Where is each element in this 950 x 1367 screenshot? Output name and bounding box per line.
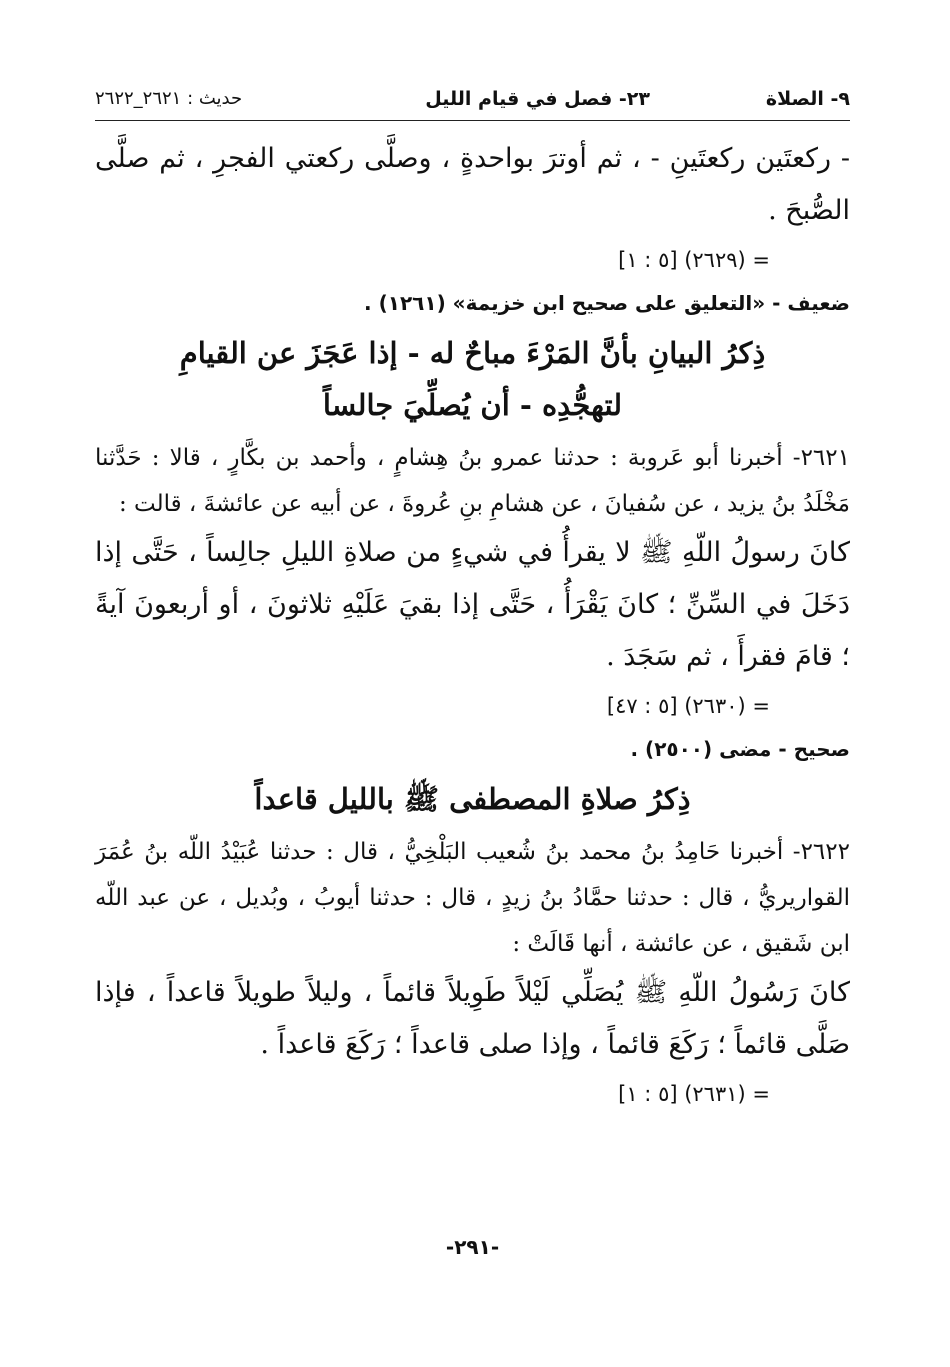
cross-reference: = (٢٦٣١) [٥ : ١] xyxy=(618,1082,770,1106)
grading-note: ضعيف - «التعليق على صحيح ابن خزيمة» (١٢٦١) . xyxy=(364,291,850,315)
continuation-text: - ركعتَين ركعتَينِ - ، ثم أوترَ بواحدةٍ ، وصلَّى ركعتي الفجرِ ، ثم صلَّى الصُّبحَ . xyxy=(95,143,850,226)
document-page xyxy=(95,80,850,1280)
page-number: -٢٩١- xyxy=(445,1235,500,1259)
running-header xyxy=(95,80,850,121)
cross-reference: = (٢٦٣٠) [٥ : ٤٧] xyxy=(606,694,770,718)
hadith-isnad: ٢٦٢٢- أخبرنا حَامِدُ بنُ محمد بنُ شُعيب البَلْخِيُّ ، قال : حدثنا عُبَيْدُ اللّه بنُ عُمَرَ القواريريُّ ، قال : حدثنا حمَّادُ بنُ زيدٍ ، قال : حدثنا أيوبُ ، وبُديل ، عن عبد اللّه ابن شَقيق ، عن عائشة ، أنها قَالَتْ : xyxy=(95,839,850,957)
hadith-isnad: ٢٦٢١- أخبرنا أبو عَروبة : حدثنا عمرو بنُ هِشامٍ ، وأحمد بن بكَّارٍ ، قالا : حَدَّثنا مَخْلَدُ بنُ يزيد ، عن سُفيانَ ، عن هشامِ بنِ عُروةَ ، عن أبيه عن عائشةَ ، قالت : xyxy=(95,445,850,517)
hadith-matn: كانَ رسولُ اللّهِ ﷺ لا يقرأُ في شيءٍ من صلاةِ الليلِ جالِساً ، حَتَّى إذا دَخَلَ في السِّنِّ ؛ كانَ يَقْرَأُ ، حَتَّى إذا بقيَ عَلَيْهِ ثلاثونَ ، أو أربعونَ آيةً ؛ قامَ فقرأَ ، ثم سَجَدَ . xyxy=(95,537,850,672)
section-title: ٢٣- فصل في قيام الليل xyxy=(425,88,650,110)
hadith-matn: كانَ رَسُولُ اللّهِ ﷺ يُصَلِّي لَيْلاً طَوِيلاً قائماً ، وليلاً طويلاً قاعداً ، فإذا صَلَّى قائماً ؛ رَكَعَ قائماً ، وإذا صلى قاعداً ؛ رَكَعَ قاعداً . xyxy=(95,977,850,1060)
chapter-heading xyxy=(95,327,850,431)
chapter-title: ٩- الصلاة xyxy=(765,88,850,110)
cross-reference: = (٢٦٢٩) [٥ : ١] xyxy=(618,248,770,272)
chapter-heading xyxy=(95,773,850,825)
heading-line: ذِكرُ صلاةِ المصطفى ﷺ بالليل قاعداً xyxy=(254,782,691,816)
grading-note: صحيح - مضى (٢٥٠٠) . xyxy=(630,737,850,761)
hadith-range: حديث : ٢٦٢١_٢٦٢٢ xyxy=(95,88,243,109)
heading-line: ذِكرُ البيانِ بأنَّ المَرْءَ مباحٌ له - إذا عَجَزَ عن القيامِ xyxy=(179,336,766,370)
heading-line: لتهجُّدِه - أن يُصلِّيَ جالساً xyxy=(322,388,623,422)
